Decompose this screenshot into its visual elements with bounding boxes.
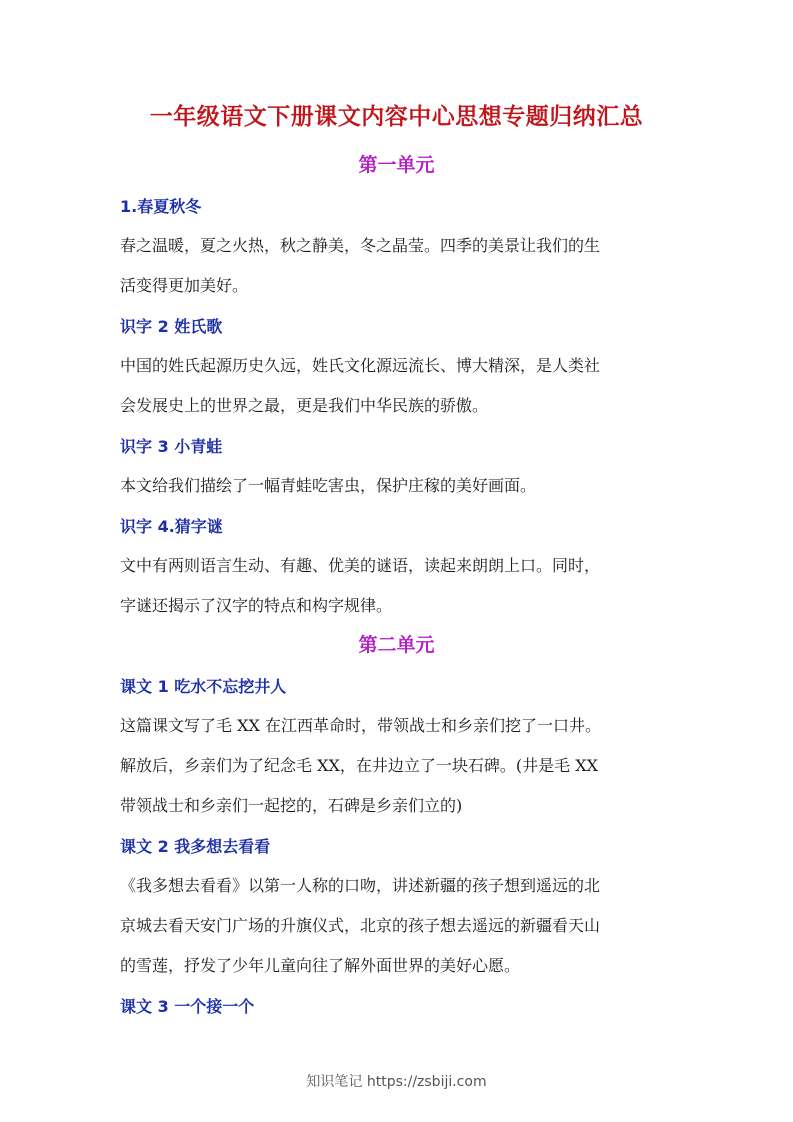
paragraph-line: 春之温暖，夏之火热，秋之静美，冬之晶莹。四季的美景让我们的生 (120, 236, 601, 255)
lesson-heading-chishuibuwang: 课文 1 吃水不忘挖井人 (120, 677, 287, 696)
paragraph-line: 解放后，乡亲们为了纪念毛 XX，在井边立了一块石碑。(井是毛 XX (120, 756, 598, 775)
paragraph-line: 文中有两则语言生动、有趣、优美的谜语，读起来朗朗上口。同时， (120, 556, 601, 575)
lesson-heading-yigejieyige: 课文 3 一个接一个 (120, 997, 255, 1016)
footer-watermark: 知识笔记 https://zsbiji.com (306, 1074, 487, 1090)
paragraph-line: 的雪莲，抒发了少年儿童向往了解外面世界的美好心愿。 (120, 956, 521, 975)
lesson-heading-woduoxiang: 课文 2 我多想去看看 (120, 837, 271, 856)
paragraph-line: 京城去看天安门广场的升旗仪式，北京的孩子想去遥远的新疆看天山 (120, 916, 601, 935)
lesson-heading-caiziimi: 识字 4.猜字谜 (120, 517, 223, 536)
paragraph-line: 中国的姓氏起源历史久远，姓氏文化源远流长、博大精深，是人类社 (120, 356, 601, 375)
paragraph-line: 活变得更加美好。 (120, 276, 249, 295)
paragraph-line: 这篇课文写了毛 XX 在江西革命时，带领战士和乡亲们挖了一口井。 (120, 716, 601, 735)
lesson-heading-xiaoqingwa: 识字 3 小青蛙 (120, 437, 223, 456)
unit-heading-2: 第二单元 (358, 634, 435, 656)
document-title: 一年级语文下册课文内容中心思想专题归纳汇总 (149, 104, 644, 130)
unit-heading-1: 第一单元 (358, 154, 435, 176)
lesson-heading-xingshige: 识字 2 姓氏歌 (120, 317, 223, 336)
lesson-heading-chunxiaqiudong: 1.春夏秋冬 (120, 197, 202, 216)
paragraph-line: 《我多想去看看》以第一人称的口吻，讲述新疆的孩子想到遥远的北 (120, 876, 601, 895)
paragraph-line: 本文给我们描绘了一幅青蛙吃害虫，保护庄稼的美好画面。 (120, 476, 537, 495)
paragraph-line: 字谜还揭示了汉字的特点和构字规律。 (120, 596, 393, 615)
paragraph-line: 会发展史上的世界之最，更是我们中华民族的骄傲。 (120, 396, 489, 415)
paragraph-line: 带领战士和乡亲们一起挖的，石碑是乡亲们立的) (120, 796, 463, 815)
